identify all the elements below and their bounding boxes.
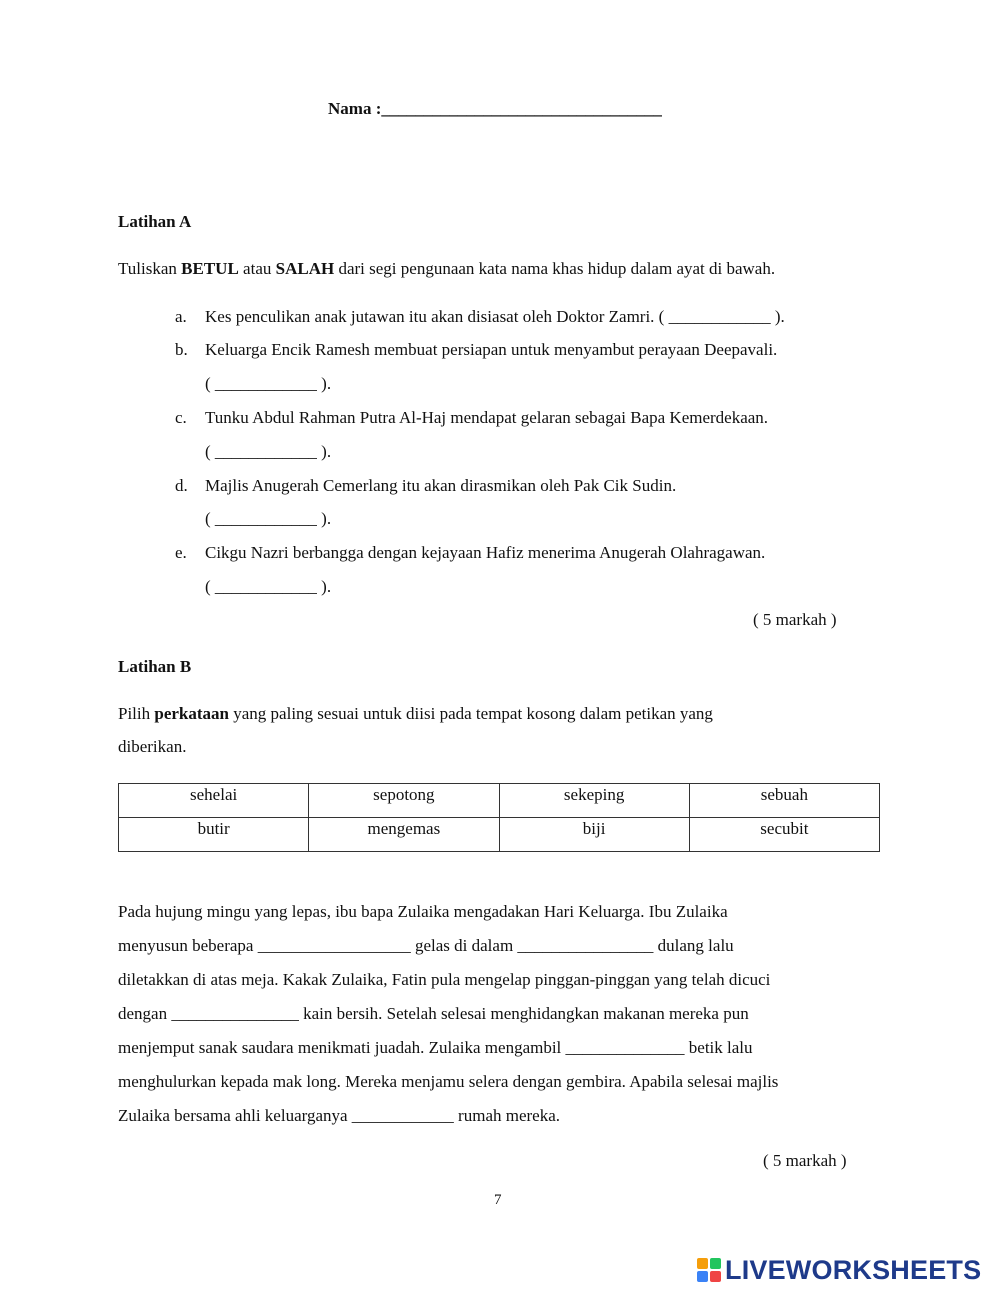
word-cell: sebuah [689,784,879,818]
answer-blank[interactable]: ( ____________ ). [205,442,332,461]
latihan-b-instruction-line2: diberikan. [118,737,187,756]
logo-square [710,1258,721,1269]
word-cell: mengemas [309,818,499,852]
page-number: 7 [494,1192,502,1208]
name-field[interactable] [328,99,662,119]
word-cell: sepotong [309,784,499,818]
word-cell: butir [119,818,309,852]
word-cell: sehelai [119,784,309,818]
instruction-text: Pilih [118,704,155,723]
passage-line[interactable]: dengan _______________ kain bersih. Setelah selesai menghidangkan makanan mereka pun [118,1004,749,1023]
marks-b: ( 5 markah ) [763,1151,847,1170]
table-row [119,784,880,818]
item-letter: e. [175,543,187,562]
latihan-b-title: Latihan B [118,657,192,676]
passage-line: menghulurkan kepada mak long. Mereka menjamu selera dengan gembira. Apabila selesai majlis [118,1072,779,1091]
answer-blank[interactable]: ( ____________ ). [205,374,332,393]
item-letter: c. [175,408,187,427]
passage-line[interactable]: menjemput sanak saudara menikmati juadah. Zulaika mengambil ______________ betik lalu [118,1038,753,1057]
answer-blank[interactable]: ( ____________ ). [205,577,332,596]
passage [118,902,888,1140]
instruction-text: dari segi pengunaan kata nama khas hidup dalam ayat di bawah. [334,259,776,278]
logo-square [710,1271,721,1282]
item-text: Tunku Abdul Rahman Putra Al-Haj mendapat gelaran sebagai Bapa Kemerdekaan. [205,408,769,427]
answer-blank[interactable]: ( ____________ ). [205,509,332,528]
item-text: Majlis Anugerah Cemerlang itu akan dirasmikan oleh Pak Cik Sudin. [205,476,677,495]
item-text: Keluarga Encik Ramesh membuat persiapan untuk menyambut perayaan Deepavali. [205,340,778,359]
latihan-b-instruction [118,704,713,724]
name-label: Nama : [328,99,382,118]
passage-line[interactable]: menyusun beberapa __________________ gelas di dalam ________________ dulang lalu [118,936,734,955]
liveworksheets-logo [697,1253,981,1287]
logo-square [697,1271,708,1282]
word-cell: sekeping [499,784,689,818]
passage-line[interactable]: Zulaika bersama ahli keluarganya ____________ rumah mereka. [118,1106,561,1125]
logo-square [697,1258,708,1269]
logo-text: LIVEWORKSHEETS [725,1254,982,1285]
instruction-text: Tuliskan [118,259,182,278]
word-cell: biji [499,818,689,852]
item-text: Kes penculikan anak jutawan itu akan disiasat oleh Doktor Zamri. ( ____________ ). [205,307,785,326]
item-letter: a. [175,307,187,326]
marks-a: ( 5 markah ) [753,610,837,629]
item-letter: b. [175,340,188,359]
latihan-a-title: Latihan A [118,212,192,231]
passage-line: Pada hujung mingu yang lepas, ibu bapa Zulaika mengadakan Hari Keluarga. Ibu Zulaika [118,902,728,921]
latihan-a-instruction [118,259,775,279]
instruction-betul: BETUL [181,259,239,278]
item-letter: d. [175,476,188,495]
name-blank: _________________________________ [381,99,662,118]
instruction-text: atau [238,259,276,278]
instruction-salah: SALAH [275,259,335,278]
word-cell: secubit [689,818,879,852]
logo-squares-icon [697,1258,721,1282]
passage-line: diletakkan di atas meja. Kakak Zulaika, Fatin pula mengelap pinggan-pinggan yang telah dicuci [118,970,771,989]
instruction-text: yang paling sesuai untuk diisi pada tempat kosong dalam petikan yang [229,704,713,723]
item-text: Cikgu Nazri berbangga dengan kejayaan Hafiz menerima Anugerah Olahragawan. [205,543,766,562]
instruction-perkataan: perkataan [154,704,229,723]
word-bank-table [118,783,880,852]
table-row [119,818,880,852]
